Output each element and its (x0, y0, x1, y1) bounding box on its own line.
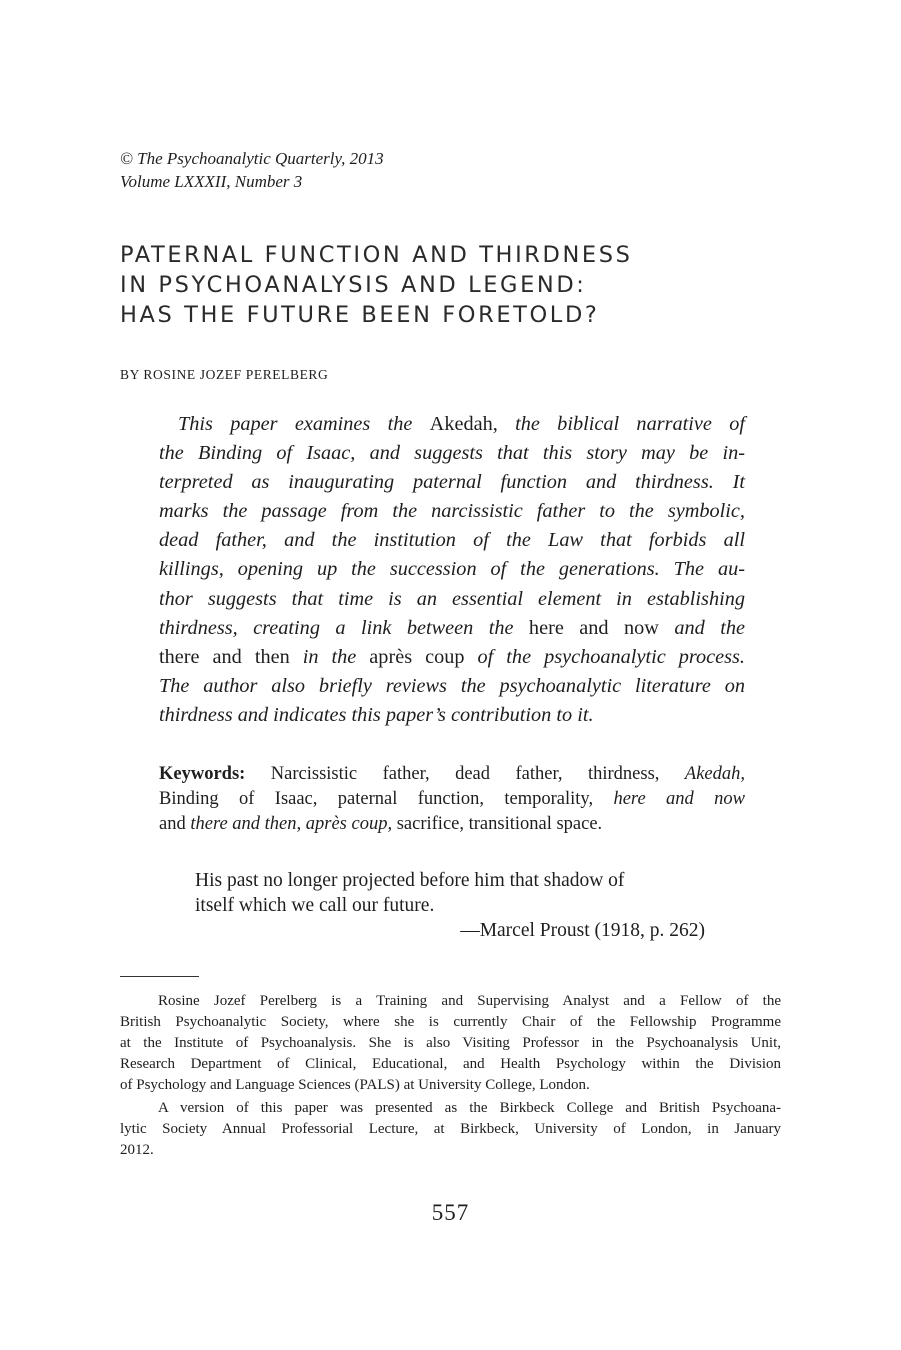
epigraph-line: His past no longer projected before him that shadow of (195, 870, 625, 891)
keywords-text: sacrifice, transitional space. (392, 814, 603, 834)
abstract-text: there and then (159, 645, 303, 668)
keywords-label: Keywords: (159, 764, 246, 784)
keywords-text: there and then, après coup, (190, 814, 393, 834)
footnote-rule (120, 976, 199, 977)
footnote-line: of Psychology and Language Sciences (PALS) at University College, London. (120, 1077, 590, 1093)
keywords (159, 762, 745, 837)
abstract-line: the Binding of Isaac, and suggests that this story may be in- (159, 442, 745, 465)
keywords-line (159, 762, 745, 787)
footnote-line: British Psychoanalytic Society, where she is currently Chair of the Fellowship Programme (120, 1014, 781, 1030)
abstract-line: killings, opening up the succession of the generations. The au- (159, 558, 745, 581)
abstract-text: here and now (528, 616, 675, 639)
abstract-line: The author also briefly reviews the psychoanalytic literature on (159, 674, 745, 697)
abstract-line: thirdness and indicates this paper’s contribution to it. (159, 703, 594, 726)
footnote-line: at the Institute of Psychoanalysis. She is also Visiting Professor in the Psychoanalysis Unit, (120, 1035, 781, 1051)
keywords-text: here and now (613, 789, 745, 809)
article-title (120, 240, 760, 330)
footnote-line: A version of this paper was presented as the Birkbeck College and British Psychoana- (158, 1100, 781, 1116)
abstract-line: dead father, and the institution of the Law that forbids all (159, 529, 745, 552)
title-line-3: HAS THE FUTURE BEEN FORETOLD? (120, 302, 600, 328)
abstract (159, 410, 745, 730)
epigraph-line: itself which we call our future. (195, 895, 435, 916)
footnotes (120, 991, 781, 1161)
abstract-text: This paper examines the (178, 413, 430, 435)
title-line-1: PATERNAL FUNCTION AND THIRDNESS (120, 242, 633, 268)
keywords-line (159, 812, 745, 837)
abstract-text: the biblical narrative of (515, 413, 745, 435)
abstract-line: marks the passage from the narcissistic father to the symbolic, (159, 500, 745, 523)
keywords-line (159, 787, 745, 812)
epigraph-attribution: —Marcel Proust (1918, p. 262) (460, 920, 705, 941)
abstract-line (159, 410, 745, 439)
abstract-text: thirdness, creating a link between the (159, 616, 529, 639)
footnote-line: Research Department of Clinical, Educational, and Health Psychology within the Division (120, 1056, 781, 1072)
abstract-text: of the psychoanalytic process. (477, 645, 745, 668)
keywords-text: and (159, 814, 191, 834)
epigraph (195, 868, 705, 943)
title-line-2: IN PSYCHOANALYSIS AND LEGEND: (120, 272, 587, 298)
volume-line: Volume LXXXII, Number 3 (120, 172, 303, 191)
abstract-line (159, 614, 745, 643)
author-byline: BY ROSINE JOZEF PERELBERG (120, 367, 329, 382)
footnote-line: 2012. (120, 1142, 154, 1158)
footnote-line: lytic Society Annual Professorial Lecture, at Birkbeck, University of London, in January (120, 1121, 781, 1137)
abstract-text: and the (674, 616, 745, 639)
abstract-line (159, 643, 745, 672)
abstract-line: thor suggests that time is an essential element in establishing (159, 587, 745, 610)
keywords-text: Akedah, (684, 764, 745, 784)
abstract-text: après coup (369, 645, 478, 668)
page-number: 557 (431, 1200, 470, 1225)
keywords-text: Narcissistic father, dead father, thirdness, (245, 764, 685, 784)
journal-line: © The Psychoanalytic Quarterly, 2013 (120, 149, 384, 168)
keywords-text: Binding of Isaac, paternal function, temporality, (159, 789, 614, 809)
abstract-line: terpreted as inaugurating paternal function and thirdness. It (159, 471, 745, 494)
journal-citation (120, 147, 384, 193)
footnote-line: Rosine Jozef Perelberg is a Training and Supervising Analyst and a Fellow of the (158, 993, 781, 1009)
abstract-text: Akedah, (429, 413, 516, 435)
abstract-text: in the (302, 645, 370, 668)
